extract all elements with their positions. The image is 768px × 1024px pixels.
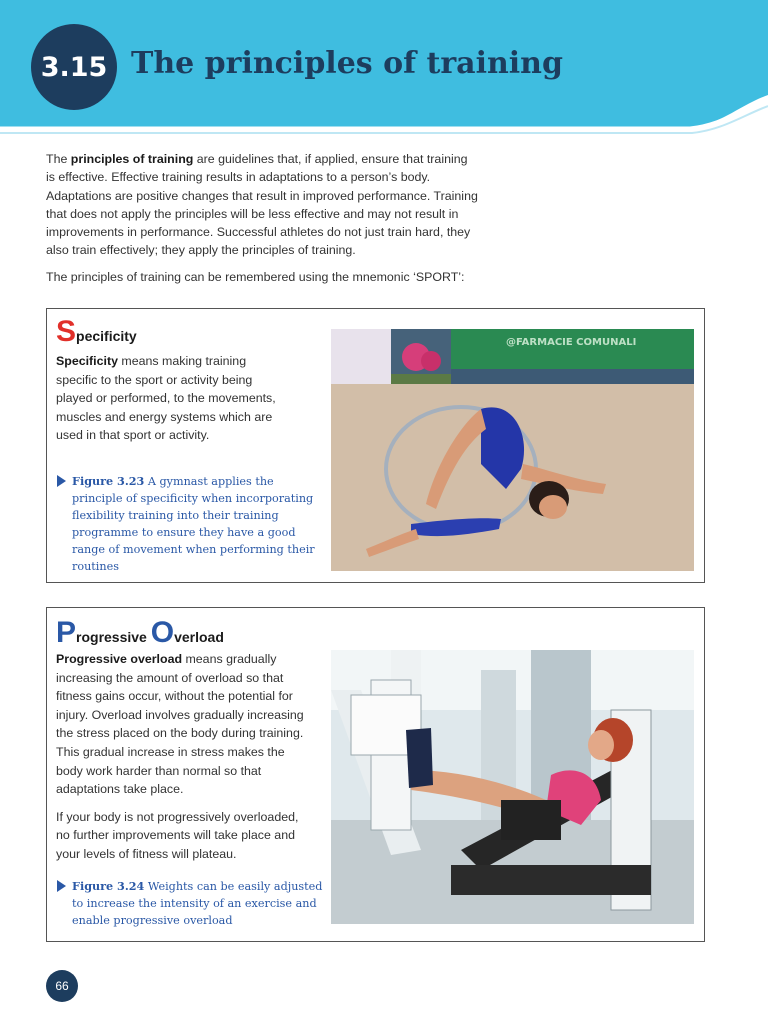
key-term: principles of training	[70, 152, 194, 166]
intro-paragraph-2: The principles of training can be remembered using the mnemonic ‘SPORT’:	[46, 269, 465, 284]
page-number: 66	[46, 970, 78, 1002]
section-number-badge: 3.15	[31, 24, 117, 110]
page-header	[0, 0, 768, 140]
figure-3-23-caption: Figure 3.23 A gymnast applies the principle of specificity when incorporating flexibility training into their training programme to ensure they have a good range of movement when performing their routines	[56, 473, 324, 575]
specificity-text: Specificity means making training specific to the sport or activity being played or performed, to the movements, muscles and energy systems which are used in that sport or activity.	[56, 354, 276, 443]
figure-3-24-caption: Figure 3.24 Weights can be easily adjusted to increase the intensity of an exercise and enable progressive overload	[56, 878, 326, 929]
gymnast-photo	[331, 329, 694, 571]
intro-paragraph-1: The principles of training are guidelines that, if applied, ensure that training is effective. Effective training results in adaptations to a person’s body. Adaptations are positive changes that result in improved performance. Training that does not apply the principles will be less effective and may not result in improvements in performance. Successful athletes do not just train hard, they also train effectively; they apply the principles of training.	[46, 152, 478, 258]
caption-arrow-icon	[57, 475, 66, 487]
arena-banner-text: @FARMACIE COMUNALI	[506, 337, 637, 348]
progressive-overload-text: Progressive overload means gradually increasing the amount of overload so that fitness gains occur, without the potential for injury. Overload involves gradually increasing the stress placed on the body during training. This gradual increase in stress makes the body work harder than normal so that adaptations take place. If your body is not progressively overloaded, no further improvements will take place and your levels of fitness will plateau.	[56, 652, 304, 861]
intro-text	[46, 150, 478, 286]
page-title: The principles of training	[131, 46, 563, 81]
specificity-box	[46, 308, 705, 583]
progressive-overload-box	[46, 607, 705, 942]
progressive-overload-heading: Progressive Overload	[56, 616, 224, 649]
leg-press-photo	[331, 650, 694, 924]
specificity-heading: Specificity	[56, 315, 137, 348]
caption-arrow-icon	[57, 880, 66, 892]
